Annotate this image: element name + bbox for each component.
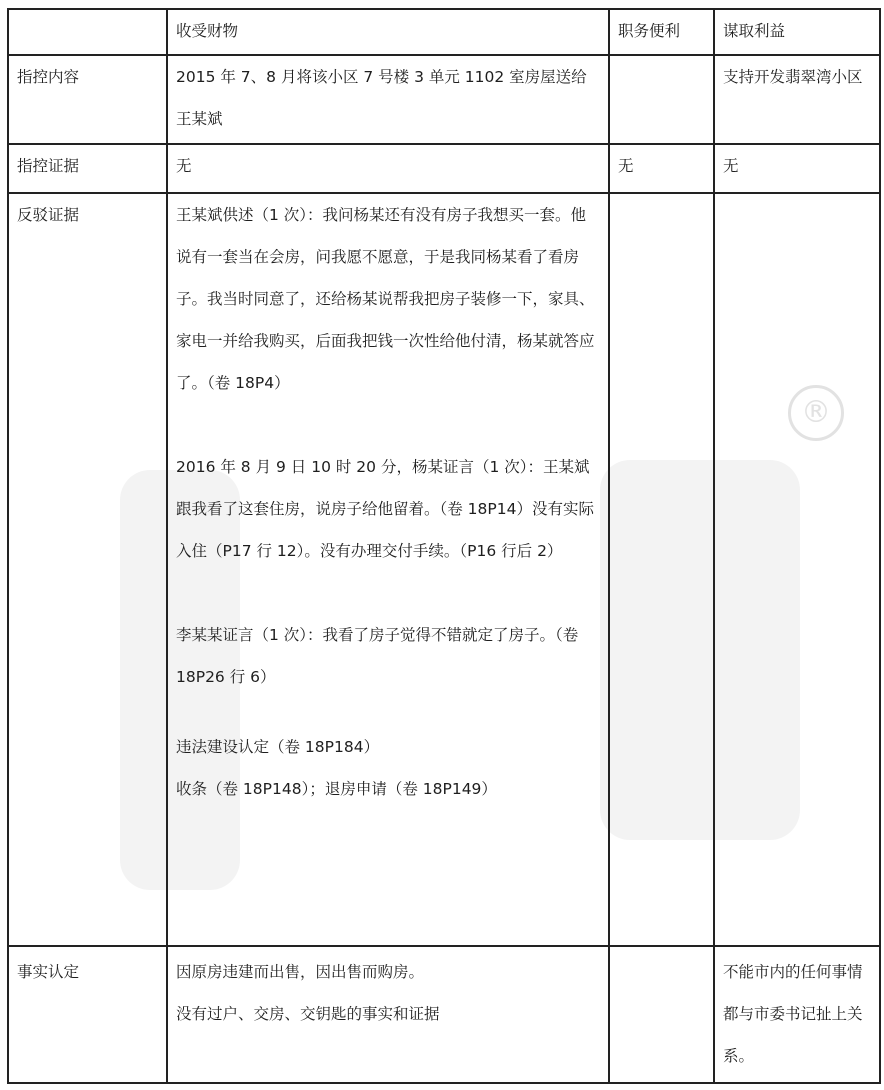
table-header-row [8, 9, 880, 55]
table-row [8, 55, 880, 144]
testimony-paragraph: 李某某证言（1 次）：我看了房子觉得不错就定了房子。（卷 18P26 行 6） [176, 626, 579, 686]
registered-watermark-icon: ® [788, 385, 844, 441]
row-label: 指控内容 [8, 55, 167, 144]
evidence-table [7, 8, 881, 1084]
testimony-paragraph: 2016 年 8 月 9 日 10 时 20 分，杨某证言（1 次）：王某斌跟我看了这套住房，说房子给他留着。（卷 18P14）没有实际入住（P17 行 12）。没有办理交付手续。（P16 行后 2） [176, 458, 594, 560]
table-row [8, 946, 880, 1083]
cell-text: 无 [609, 144, 714, 193]
table-row [8, 144, 880, 193]
header-cell-empty [8, 9, 167, 55]
row-label: 指控证据 [8, 144, 167, 193]
cell-text [609, 55, 714, 144]
cell-text [714, 193, 880, 946]
cell-text: 支持开发翡翠湾小区 [714, 55, 880, 144]
header-cell-benefit: 谋取利益 [714, 9, 880, 55]
cell-text [609, 946, 714, 1083]
cell-text: 无 [714, 144, 880, 193]
fact-line: 因原房违建而出售，因出售而购房。 [176, 963, 425, 981]
evidence-reference: 违法建设认定（卷 18P184） [176, 738, 380, 756]
row-label: 反驳证据 [8, 193, 167, 946]
cell-text: 2015 年 7、8 月将该小区 7 号楼 3 单元 1102 室房屋送给王某斌 [167, 55, 609, 144]
header-cell-property: 收受财物 [167, 9, 609, 55]
cell-text: 不能市内的任何事情都与市委书记扯上关系。 [714, 946, 880, 1083]
header-cell-duty: 职务便利 [609, 9, 714, 55]
testimony-paragraph: 王某斌供述（1 次）：我问杨某还有没有房子我想买一套。他说有一套当在会房，问我愿不愿意，于是我同杨某看了看房子。我当时同意了，还给杨某说帮我把房子装修一下，家具、家电一并给我购买，后面我把钱一次性给他付清，杨某就答应了。（卷 18P4） [176, 206, 595, 392]
cell-paragraphs [167, 193, 609, 946]
cell-text: 无 [167, 144, 609, 193]
row-label: 事实认定 [8, 946, 167, 1083]
fact-line: 没有过户、交房、交钥匙的事实和证据 [176, 1005, 440, 1023]
cell-text [609, 193, 714, 946]
evidence-reference: 收条（卷 18P148）；退房申请（卷 18P149） [176, 780, 497, 798]
cell-paragraphs [167, 946, 609, 1083]
table-row [8, 193, 880, 946]
